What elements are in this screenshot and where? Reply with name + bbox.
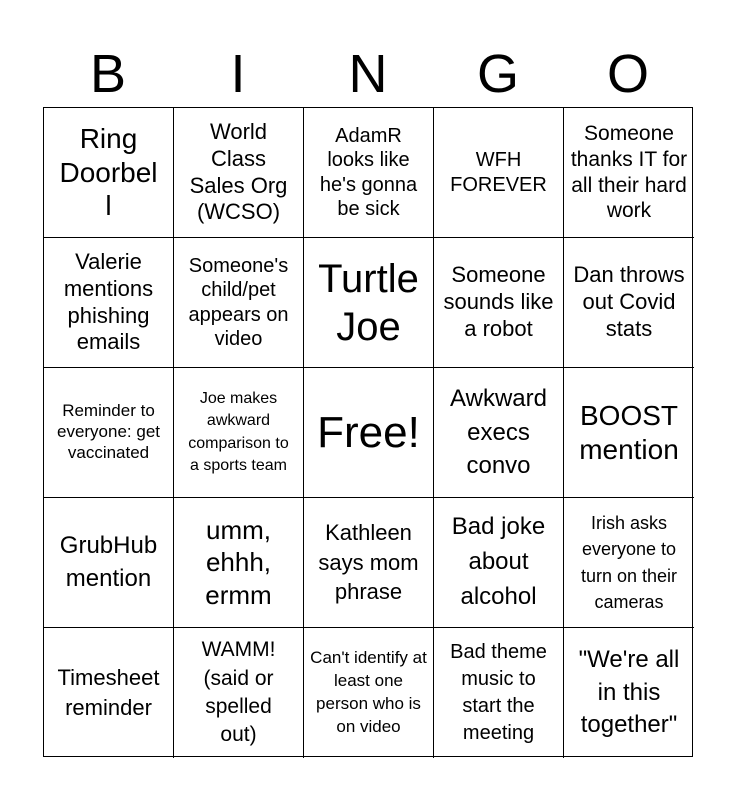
bingo-cell[interactable] <box>304 628 434 758</box>
cell-text: Bad theme music to start the meeting <box>450 641 547 744</box>
header-letter-n: N <box>348 44 388 104</box>
cell-text: Ring Doorbell <box>59 123 158 222</box>
bingo-cell[interactable] <box>564 368 694 498</box>
free-space-cell[interactable] <box>304 368 434 498</box>
bingo-header <box>43 40 693 108</box>
bingo-cell[interactable] <box>44 368 174 498</box>
cell-text: Joe makes awkward comparison to a sports team <box>188 389 289 474</box>
bingo-cell[interactable] <box>434 108 564 238</box>
cell-text: BOOST mention <box>579 399 679 465</box>
free-space-text: Free! <box>317 407 420 457</box>
bingo-cell[interactable] <box>564 498 694 628</box>
bingo-cell[interactable] <box>174 108 304 238</box>
bingo-cell[interactable] <box>174 238 304 368</box>
bingo-cell[interactable] <box>434 498 564 628</box>
cell-text: Timesheet reminder <box>57 665 160 720</box>
header-letter-o: O <box>606 44 649 104</box>
cell-text: Kathleen says mom phrase <box>318 519 419 605</box>
cell-text: Someone's child/pet appears on video <box>188 254 289 350</box>
bingo-cell[interactable] <box>434 628 564 758</box>
cell-text: Valerie mentions phishing emails <box>63 248 154 355</box>
bingo-cell[interactable] <box>564 108 694 238</box>
bingo-cell[interactable] <box>174 628 304 758</box>
cell-text: WAMM! (said or spelled out) <box>201 638 276 747</box>
bingo-cell[interactable] <box>44 108 174 238</box>
cell-text: Can't identify at least one person who is on video <box>310 648 427 736</box>
bingo-cell[interactable] <box>174 498 304 628</box>
bingo-cell[interactable] <box>44 498 174 628</box>
cell-text: AdamR looks like he's gonna be sick <box>319 124 418 220</box>
bingo-cell[interactable] <box>564 628 694 758</box>
cell-text: Someone sounds like a robot <box>443 262 554 341</box>
bingo-cell[interactable] <box>44 238 174 368</box>
cell-text: WFH FOREVER <box>450 149 547 196</box>
bingo-cell[interactable] <box>304 498 434 628</box>
cell-text: Reminder to everyone: get vaccinated <box>56 401 160 462</box>
cell-text: Turtle Joe <box>318 256 419 349</box>
header-letter-b: B <box>89 44 127 104</box>
cell-text: Awkward execs convo <box>450 385 547 480</box>
cell-text: "We're all in this together" <box>578 646 680 739</box>
cell-text: Irish asks everyone to turn on their cameras <box>580 513 678 612</box>
cell-text: Someone thanks IT for all their hard work <box>570 122 688 223</box>
bingo-cell[interactable] <box>44 628 174 758</box>
cell-text: Bad joke about alcohol <box>451 513 546 610</box>
bingo-cell[interactable] <box>564 238 694 368</box>
bingo-cell[interactable] <box>434 238 564 368</box>
header-letter-g: G <box>476 44 519 104</box>
cell-text: World Class Sales Org (WCSO) <box>189 118 288 225</box>
bingo-cell[interactable] <box>174 368 304 498</box>
bingo-cell[interactable] <box>304 108 434 238</box>
header-letter-i: I <box>230 44 246 104</box>
cell-text: Dan throws out Covid stats <box>573 262 685 341</box>
bingo-card-grid <box>43 107 693 757</box>
cell-text: GrubHub mention <box>59 532 158 592</box>
bingo-cell[interactable] <box>304 238 434 368</box>
cell-text: umm, ehhh, ermm <box>205 514 272 610</box>
bingo-cell[interactable] <box>434 368 564 498</box>
